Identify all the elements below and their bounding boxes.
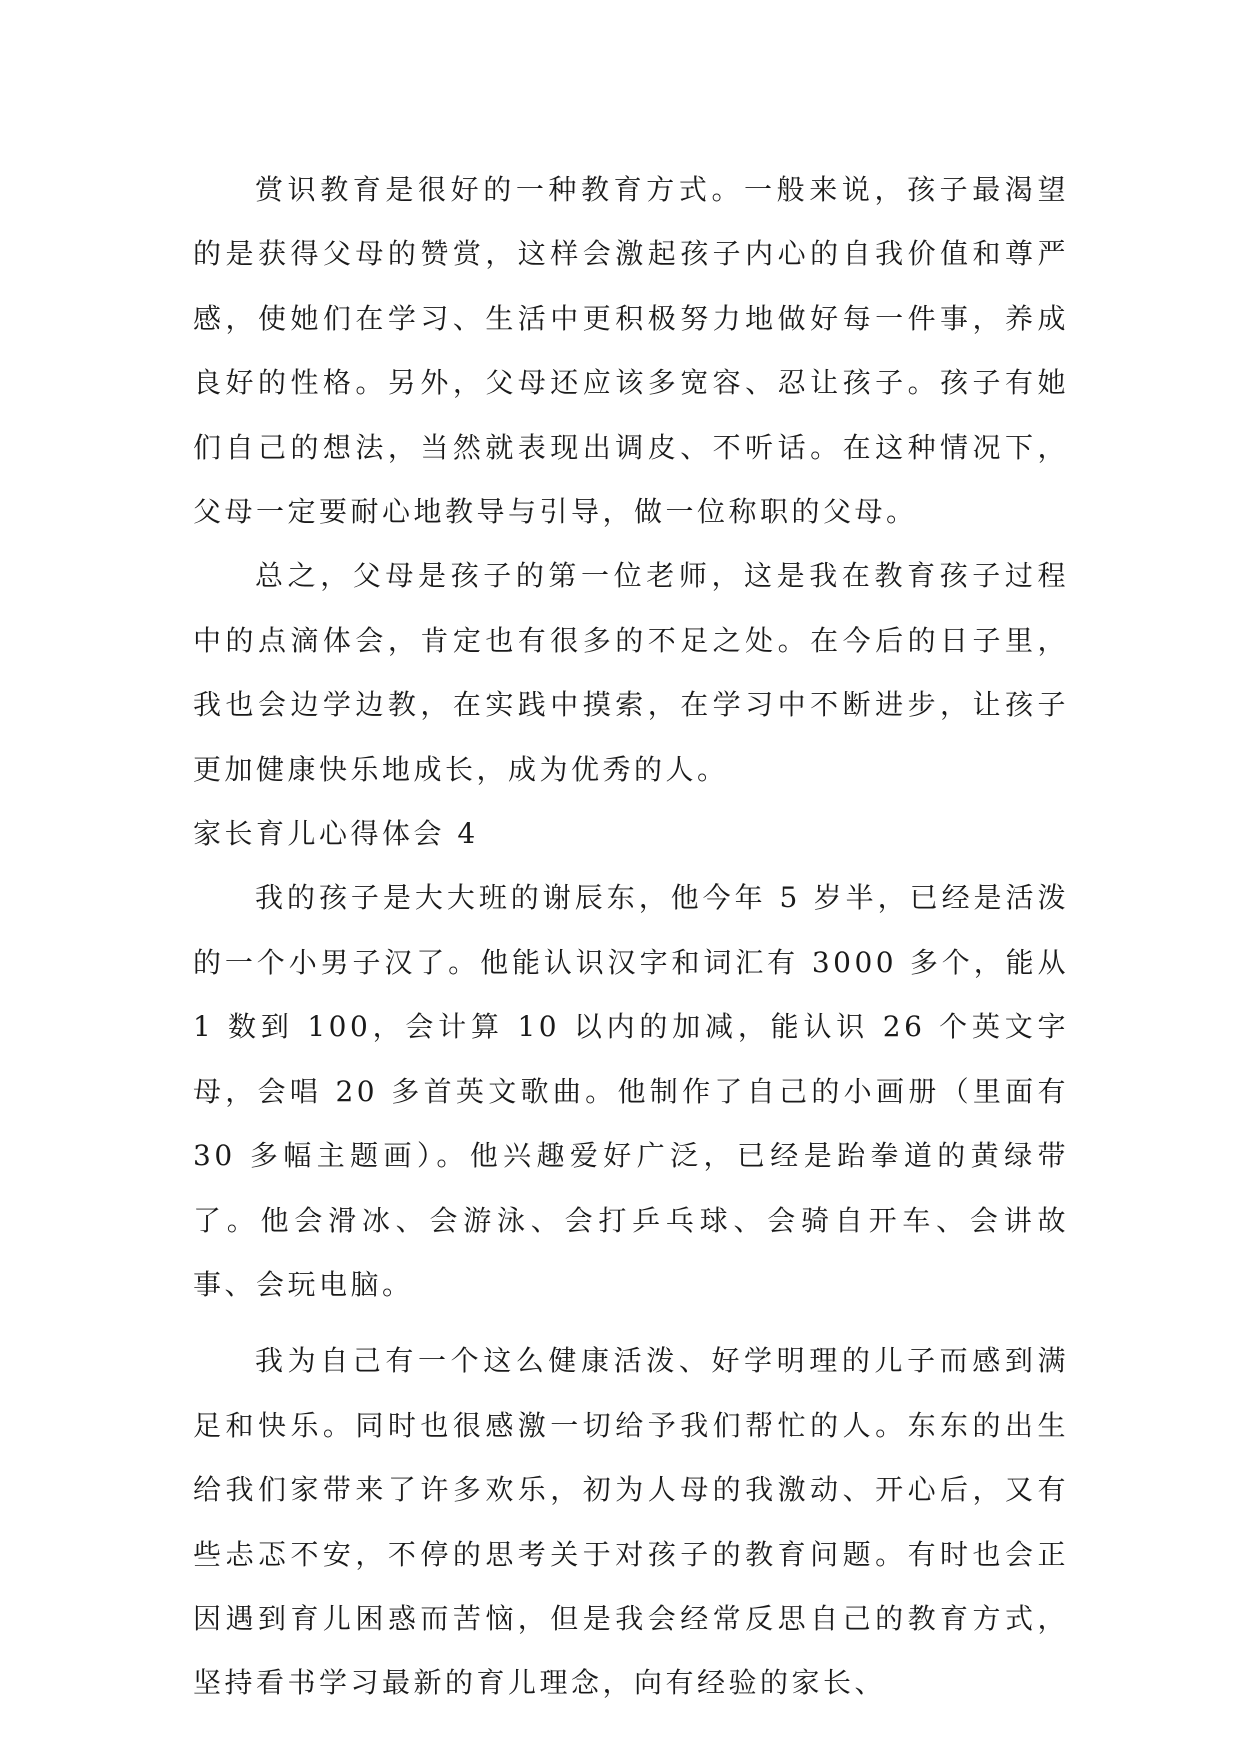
section-heading: 家长育儿心得体会 4	[193, 817, 479, 851]
paragraph-appreciation-education: 赏识教育是很好的一种教育方式。一般来说，孩子最渴望的是获得父母的赞赏，这样会激起孩子内心的自我价值和尊严感，使她们在学习、生活中更积极努力地做好每一件事，养成良好的性格。另外，父母还应该多宽容、忍让孩子。孩子有她们自己的想法，当然就表现出调皮、不听话。在这种情况下，父母一定要耐心地教导与引导，做一位称职的父母。	[193, 173, 1069, 529]
document-body	[193, 158, 1069, 1716]
paragraph-summary: 总之，父母是孩子的第一位老师，这是我在教育孩子过程中的点滴体会，肯定也有很多的不足之处。在今后的日子里，我也会边学边教，在实践中摸索，在学习中不断进步，让孩子更加健康快乐地成长，成为优秀的人。	[193, 559, 1069, 786]
paragraph-parent-reflection: 我为自己有一个这么健康活泼、好学明理的儿子而感到满足和快乐。同时也很感激一切给予我们帮忙的人。东东的出生给我们家带来了许多欢乐，初为人母的我激动、开心后，又有些忐忑不安，不停的思考关于对孩子的教育问题。有时也会正因遇到育儿困惑而苦恼，但是我会经常反思自己的教育方式，坚持看书学习最新的育儿理念，向有经验的家长、	[193, 1344, 1069, 1700]
paragraph-child-intro: 我的孩子是大大班的谢辰东，他今年 5 岁半，已经是活泼的一个小男子汉了。他能认识汉字和词汇有 3000 多个，能从 1 数到 100，会计算 10 以内的加减，能认识 26 个英文字母，会唱 20 多首英文歌曲。他制作了自己的小画册（里面有 30 多幅主题画）。他兴趣爱好广泛，已经是跆拳道的黄绿带了。他会滑冰、会游泳、会打乒乓球、会骑自开车、会讲故事、会玩电脑。	[193, 881, 1069, 1301]
